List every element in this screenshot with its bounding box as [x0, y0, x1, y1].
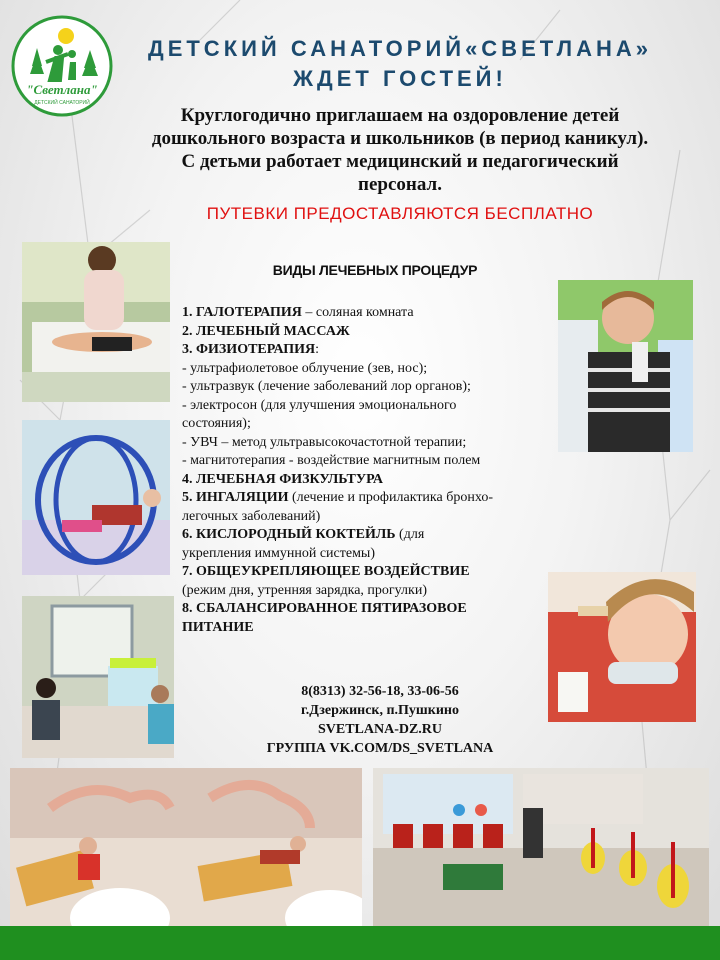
contacts-block: [230, 682, 530, 758]
procedure-note-line: легочных заболеваний): [182, 508, 321, 524]
intro-line: дошкольного возраста и школьников (в период каникул).: [151, 128, 649, 149]
procedure-item: [182, 323, 582, 342]
phone-text: 8(8313) 32-56-18, 33-06-56: [301, 684, 459, 699]
physiotherapy-room-photo: [22, 596, 174, 758]
procedure-title: ПИТАНИЕ: [182, 619, 254, 635]
procedure-title: 5. ИНГАЛЯЦИИ: [182, 490, 289, 505]
procedure-item: [182, 619, 582, 638]
procedure-note: – соляная комната: [301, 305, 414, 320]
procedure-title: 4. ЛЕЧЕБНАЯ ФИЗКУЛЬТУРА: [182, 471, 383, 487]
intro-text: [110, 104, 690, 196]
procedure-title: 2. ЛЕЧЕБНЫЙ МАССАЖ: [182, 323, 350, 339]
procedure-note-line: (режим дня, утренняя зарядка, прогулки): [182, 582, 427, 598]
logo-subtitle: ДЕТСКИЙ САНАТОРИЙ: [34, 100, 90, 106]
procedure-title: 3. ФИЗИОТЕРАПИЯ: [182, 342, 316, 357]
procedure-title: 6. КИСЛОРОДНЫЙ КОКТЕЙЛЬ: [182, 527, 396, 542]
massage-photo: [22, 242, 170, 402]
website-text: SVETLANA-DZ.RU: [317, 722, 443, 737]
salt-room-photo: [10, 768, 362, 926]
gym-photo: [373, 768, 709, 926]
procedure-note: (лечение и профилактика бронхо-: [288, 490, 493, 505]
procedures-list: [182, 304, 582, 637]
procedure-subitem: - ультрафиолетовое облучение (зев, нос);: [182, 360, 428, 376]
vk-group-text: ГРУППА VK.COM/DS_SVETLANA: [266, 741, 494, 756]
procedure-title: 7. ОБЩЕУКРЕПЛЯЮЩЕЕ ВОЗДЕЙСТВИЕ: [182, 564, 470, 579]
procedure-item: [182, 341, 582, 360]
procedure-subitem: состояния);: [182, 416, 251, 431]
halotherapy-bed-photo: [22, 420, 170, 575]
procedure-item: [182, 526, 582, 545]
procedure-item: [182, 600, 582, 619]
free-vouchers-notice: ПУТЕВКИ ПРЕДОСТАВЛЯЮТСЯ БЕСПЛАТНО: [206, 204, 594, 223]
procedure-colon: :: [315, 342, 320, 357]
procedure-item: [182, 563, 582, 582]
procedure-item: [182, 471, 582, 490]
procedure-subitem: - ультразвук (лечение заболеваний лор органов);: [182, 379, 471, 394]
sanatorium-logo: [10, 14, 114, 118]
logo-name: "Светлана": [26, 82, 98, 97]
intro-line: С детьми работает медицинский и педагогический: [181, 151, 619, 172]
bottom-green-bar: [0, 926, 720, 960]
procedure-item: [182, 489, 582, 508]
intro-line: Круглогодично приглашаем на оздоровление детей: [180, 105, 620, 126]
procedure-note-line: укрепления иммунной системы): [182, 545, 375, 561]
page-title: [120, 34, 680, 94]
procedure-subitem: - электросон (для улучшения эмоционального: [182, 397, 457, 413]
procedure-item: [182, 304, 582, 323]
title-line-1: ДЕТСКИЙ САНАТОРИЙ«СВЕТЛАНА»: [148, 36, 652, 61]
intro-line: персонал.: [358, 174, 442, 195]
procedure-title: 1. ГАЛОТЕРАПИЯ: [182, 305, 302, 320]
procedure-subitem: - УВЧ – метод ультравысокочастотной терапии;: [182, 434, 467, 450]
procedure-title: 8. СБАЛАНСИРОВАННОЕ ПЯТИРАЗОВОЕ: [182, 601, 467, 616]
procedure-note: (для: [395, 527, 425, 542]
procedure-subitem: - магнитотерапия - воздействие магнитным полем: [182, 453, 481, 468]
procedures-heading: ВИДЫ ЛЕЧЕБНЫХ ПРОЦЕДУР: [272, 262, 478, 278]
title-line-2: ЖДЕТ ГОСТЕЙ!: [293, 66, 507, 91]
address-text: г.Дзержинск, п.Пушкино: [301, 703, 459, 718]
